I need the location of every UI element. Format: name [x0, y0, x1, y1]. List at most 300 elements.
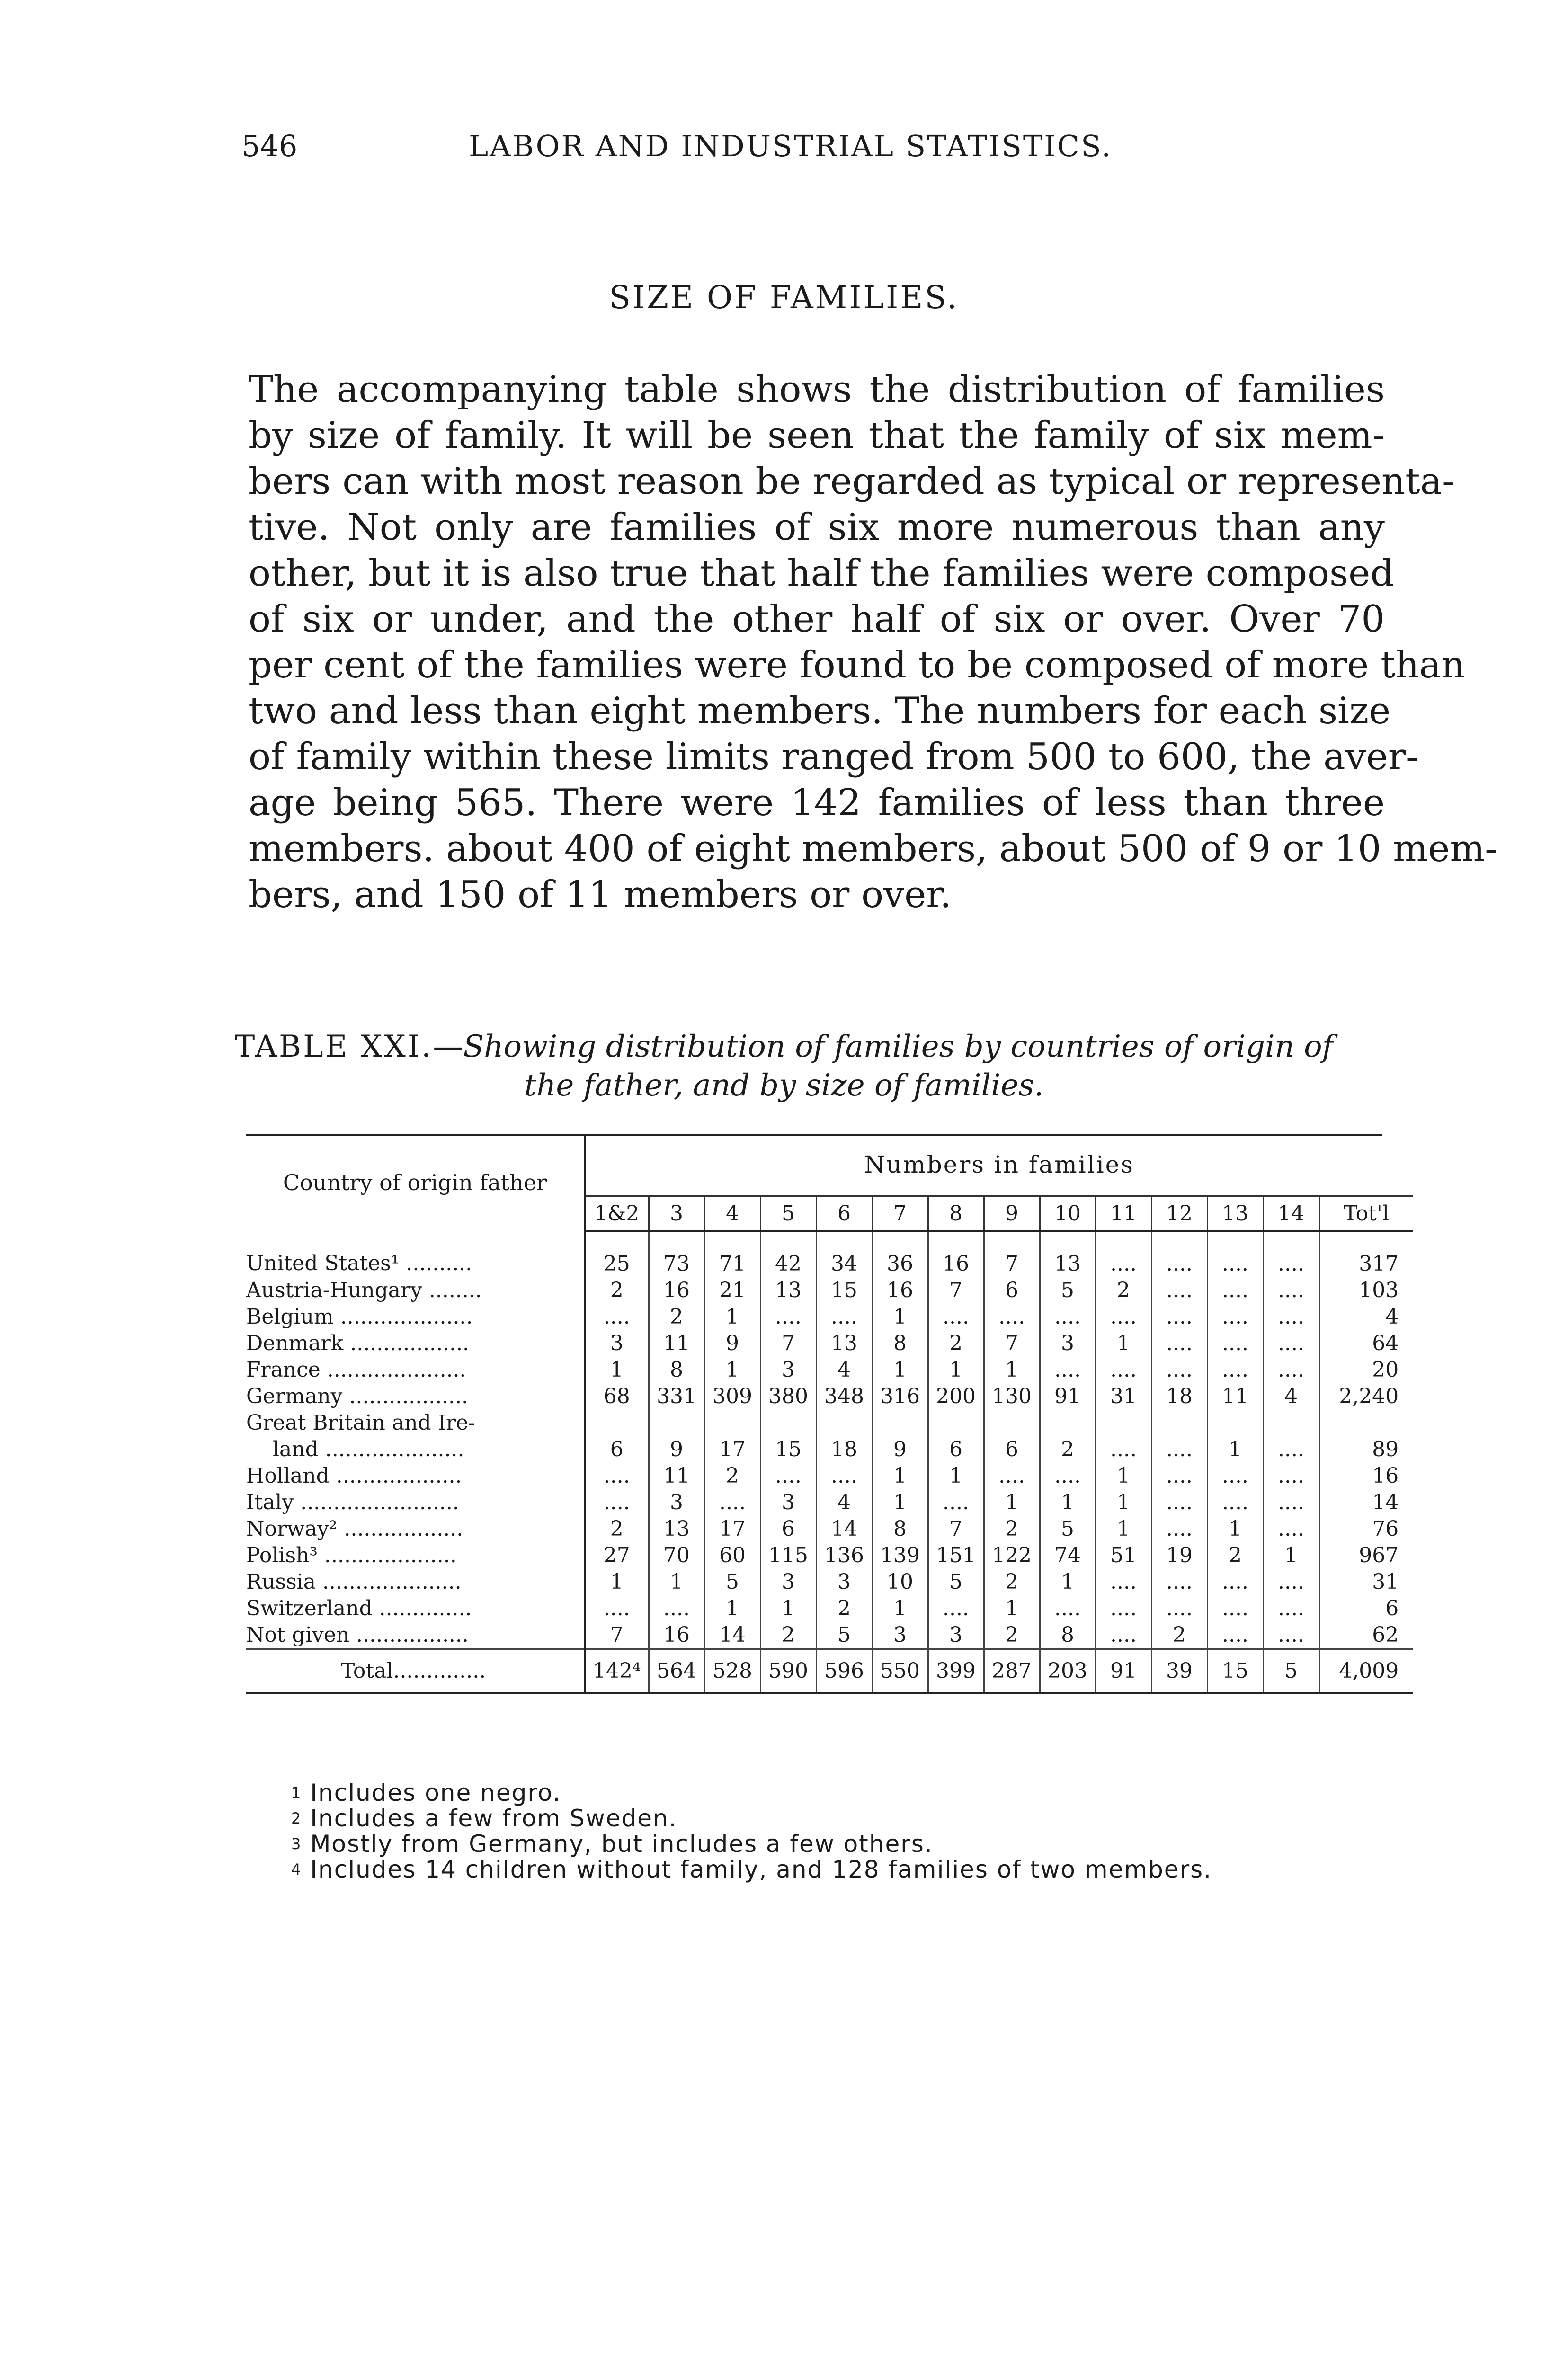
value-cell: 596 [816, 1649, 872, 1694]
table-row [246, 1622, 1413, 1649]
value-cell: 19 [1151, 1542, 1207, 1569]
value-cell [1040, 1410, 1096, 1436]
value-cell: .... [1263, 1436, 1319, 1463]
value-cell: .... [1040, 1463, 1096, 1489]
value-cell: 70 [649, 1542, 704, 1569]
value-cell: 18 [1151, 1383, 1207, 1410]
value-cell: 15 [1207, 1649, 1263, 1694]
value-cell: .... [585, 1489, 649, 1516]
value-cell: .... [1263, 1357, 1319, 1383]
value-cell: 115 [760, 1542, 816, 1569]
value-cell [816, 1410, 872, 1436]
row-total-cell: 20 [1319, 1357, 1413, 1383]
paragraph-line: members. about 400 of eight members, about 500 of 9 or 10 mem- [249, 828, 1497, 870]
row-total-cell: 6 [1319, 1595, 1413, 1622]
value-cell: 1 [872, 1489, 928, 1516]
value-cell: 17 [704, 1516, 760, 1542]
paragraph-line: bers, and 150 of 11 members or over. [249, 873, 952, 916]
value-cell: 34 [816, 1231, 872, 1277]
column-header: 11 [1096, 1196, 1151, 1231]
value-cell: 2 [928, 1330, 984, 1357]
value-cell: 2 [984, 1622, 1040, 1649]
value-cell: 51 [1096, 1542, 1151, 1569]
caption-line-1: TABLE XXI.—Showing distribution of families by countries of origin of [234, 1029, 1334, 1064]
value-cell: 1 [1263, 1542, 1319, 1569]
value-cell: 15 [760, 1436, 816, 1463]
footnote: $^3$ Mostly from Germany, but includes a few others. [291, 1830, 933, 1858]
row-total-cell: 2,240 [1319, 1383, 1413, 1410]
row-total-cell: 967 [1319, 1542, 1413, 1569]
column-header: 5 [760, 1196, 816, 1231]
value-cell: 3 [816, 1569, 872, 1595]
value-cell [1263, 1410, 1319, 1436]
family-size-table [246, 1134, 1413, 1694]
value-cell: 7 [928, 1516, 984, 1542]
value-cell: .... [1096, 1304, 1151, 1330]
value-cell: 7 [760, 1330, 816, 1357]
value-cell [585, 1410, 649, 1436]
country-cell: Switzerland .............. [246, 1595, 585, 1622]
value-cell [704, 1410, 760, 1436]
paragraph-line: of family within these limits ranged from 500 to 600, the aver- [249, 736, 1418, 778]
table-caption [0, 1027, 1568, 1105]
paragraph-line: tive. Not only are families of six more numerous than any [249, 506, 1385, 549]
table-row [246, 1516, 1413, 1542]
value-cell: .... [928, 1595, 984, 1622]
column-header: 6 [816, 1196, 872, 1231]
paragraph-line: age being 565. There were 142 families of less than three [249, 782, 1385, 824]
value-cell: 309 [704, 1383, 760, 1410]
value-cell: 1 [704, 1357, 760, 1383]
value-cell: 6 [984, 1277, 1040, 1304]
table-row [246, 1463, 1413, 1489]
value-cell [1096, 1410, 1151, 1436]
country-cell: land ..................... [246, 1436, 585, 1463]
value-cell: 5 [1040, 1516, 1096, 1542]
value-cell: 380 [760, 1383, 816, 1410]
country-cell: Total.............. [246, 1649, 585, 1694]
value-cell: 1 [649, 1569, 704, 1595]
footnotes [291, 1780, 1212, 1882]
value-cell: 3 [585, 1330, 649, 1357]
value-cell: 4 [1263, 1383, 1319, 1410]
value-cell: 1 [1040, 1489, 1096, 1516]
table-row [246, 1410, 1413, 1436]
value-cell [928, 1410, 984, 1436]
value-cell: 1 [872, 1304, 928, 1330]
column-header: 10 [1040, 1196, 1096, 1231]
value-cell: .... [1096, 1357, 1151, 1383]
value-cell: 3 [760, 1569, 816, 1595]
value-cell: 5 [1040, 1277, 1096, 1304]
caption-text-2: the father, and by size of families. [524, 1068, 1044, 1103]
value-cell: 5 [1263, 1649, 1319, 1694]
row-total-cell: 31 [1319, 1569, 1413, 1595]
caption-line-2 [0, 1066, 1568, 1105]
value-cell: 1 [704, 1595, 760, 1622]
value-cell: .... [1263, 1516, 1319, 1542]
value-cell: .... [1096, 1231, 1151, 1277]
value-cell: 7 [585, 1622, 649, 1649]
value-cell: 2 [1040, 1436, 1096, 1463]
table-row [246, 1231, 1413, 1277]
value-cell: .... [1151, 1436, 1207, 1463]
value-cell: .... [585, 1595, 649, 1622]
footnote: $^2$ Includes a few from Sweden. [291, 1805, 677, 1832]
value-cell: 1 [1096, 1330, 1151, 1357]
value-cell: .... [704, 1489, 760, 1516]
value-cell: 2 [816, 1595, 872, 1622]
value-cell: .... [760, 1304, 816, 1330]
value-cell: .... [1207, 1231, 1263, 1277]
value-cell: .... [1151, 1489, 1207, 1516]
value-cell: 139 [872, 1542, 928, 1569]
total-row [246, 1649, 1413, 1694]
value-cell: 1 [1096, 1463, 1151, 1489]
row-total-cell: 64 [1319, 1330, 1413, 1357]
row-total-cell: 103 [1319, 1277, 1413, 1304]
value-cell: 5 [704, 1569, 760, 1595]
value-cell: .... [816, 1304, 872, 1330]
value-cell: 3 [760, 1357, 816, 1383]
value-cell: 8 [872, 1330, 928, 1357]
value-cell: 2 [585, 1516, 649, 1542]
value-cell: 7 [984, 1330, 1040, 1357]
value-cell: .... [1151, 1516, 1207, 1542]
value-cell: 142⁴ [585, 1649, 649, 1694]
value-cell: .... [1263, 1463, 1319, 1489]
value-cell: .... [1207, 1622, 1263, 1649]
value-cell: 1 [1207, 1516, 1263, 1542]
value-cell: 39 [1151, 1649, 1207, 1694]
table-row [246, 1569, 1413, 1595]
column-header: 14 [1263, 1196, 1319, 1231]
value-cell [872, 1410, 928, 1436]
value-cell: 68 [585, 1383, 649, 1410]
value-cell [1207, 1410, 1263, 1436]
value-cell: 18 [816, 1436, 872, 1463]
page-number: 546 [241, 129, 298, 163]
paragraph-line: by size of family. It will be seen that the family of six mem- [249, 414, 1385, 457]
value-cell: 73 [649, 1231, 704, 1277]
value-cell: 14 [704, 1622, 760, 1649]
value-cell: 1 [760, 1595, 816, 1622]
value-cell: .... [585, 1304, 649, 1330]
country-column-header: Country of origin father [246, 1134, 585, 1231]
paragraph-line: The accompanying table shows the distribution of families [249, 368, 1385, 411]
row-total-cell: 76 [1319, 1516, 1413, 1542]
value-cell: 1 [928, 1463, 984, 1489]
numbers-in-families-header: Numbers in families [864, 1151, 1134, 1178]
value-cell: 2 [704, 1463, 760, 1489]
value-cell: 6 [760, 1516, 816, 1542]
value-cell: .... [760, 1463, 816, 1489]
row-total-cell: 317 [1319, 1231, 1413, 1277]
footnote: $^4$ Includes 14 children without family, and 128 families of two members. [291, 1856, 1212, 1883]
column-header: 3 [649, 1196, 704, 1231]
value-cell: 60 [704, 1542, 760, 1569]
value-cell: 14 [816, 1516, 872, 1542]
value-cell: 11 [649, 1330, 704, 1357]
value-cell: 151 [928, 1542, 984, 1569]
paragraph-line: other, but it is also true that half the families were composed [249, 552, 1394, 595]
value-cell: 11 [1207, 1383, 1263, 1410]
value-cell: 2 [984, 1569, 1040, 1595]
value-cell: .... [1263, 1277, 1319, 1304]
value-cell: .... [1151, 1277, 1207, 1304]
value-cell: .... [1151, 1357, 1207, 1383]
value-cell: 2 [1207, 1542, 1263, 1569]
value-cell: 13 [816, 1330, 872, 1357]
value-cell: .... [1151, 1231, 1207, 1277]
paragraph-line: per cent of the families were found to be composed of more than [249, 644, 1465, 686]
value-cell: 3 [1040, 1330, 1096, 1357]
value-cell: 21 [704, 1277, 760, 1304]
row-total-cell: 16 [1319, 1463, 1413, 1489]
caption-text-1: Showing distribution of families by countries of origin of [463, 1029, 1334, 1064]
column-header: 4 [704, 1196, 760, 1231]
column-header: 1&2 [585, 1196, 649, 1231]
row-total-cell: 89 [1319, 1436, 1413, 1463]
value-cell: 4 [816, 1489, 872, 1516]
table-label: TABLE XXI. [234, 1029, 433, 1064]
value-cell: 16 [649, 1277, 704, 1304]
value-cell: .... [1263, 1622, 1319, 1649]
column-header: Tot'l [1319, 1196, 1413, 1231]
value-cell: .... [1096, 1622, 1151, 1649]
value-cell: 1 [872, 1463, 928, 1489]
value-cell: 200 [928, 1383, 984, 1410]
value-cell: 27 [585, 1542, 649, 1569]
value-cell: 1 [984, 1489, 1040, 1516]
value-cell: 6 [928, 1436, 984, 1463]
country-cell: Germany .................. [246, 1383, 585, 1410]
value-cell: 2 [1151, 1622, 1207, 1649]
value-cell: 3 [760, 1489, 816, 1516]
value-cell: 316 [872, 1383, 928, 1410]
table-row [246, 1277, 1413, 1304]
value-cell: .... [928, 1489, 984, 1516]
value-cell: .... [1207, 1304, 1263, 1330]
value-cell: 3 [649, 1489, 704, 1516]
value-cell: 16 [872, 1277, 928, 1304]
value-cell: 6 [984, 1436, 1040, 1463]
value-cell: .... [928, 1304, 984, 1330]
value-cell: 1 [704, 1304, 760, 1330]
country-cell: Belgium .................... [246, 1304, 585, 1330]
paragraph-line: of six or under, and the other half of six or over. Over 70 [249, 598, 1385, 641]
value-cell: 1 [872, 1357, 928, 1383]
value-cell: .... [1263, 1489, 1319, 1516]
value-cell [1151, 1410, 1207, 1436]
table-row [246, 1357, 1413, 1383]
value-cell: 1 [585, 1569, 649, 1595]
value-cell: 8 [1040, 1622, 1096, 1649]
value-cell [760, 1410, 816, 1436]
row-total-cell: 62 [1319, 1622, 1413, 1649]
value-cell: 42 [760, 1231, 816, 1277]
value-cell: 590 [760, 1649, 816, 1694]
value-cell: 74 [1040, 1542, 1096, 1569]
value-cell: 1 [928, 1357, 984, 1383]
value-cell: 8 [649, 1357, 704, 1383]
value-cell: 1 [984, 1595, 1040, 1622]
row-total-cell [1319, 1410, 1413, 1436]
table-row [246, 1330, 1413, 1357]
value-cell: .... [1040, 1595, 1096, 1622]
value-cell: 2 [760, 1622, 816, 1649]
value-cell: .... [1207, 1489, 1263, 1516]
value-cell: 36 [872, 1231, 928, 1277]
value-cell: 16 [928, 1231, 984, 1277]
value-cell: .... [1151, 1595, 1207, 1622]
value-cell: .... [1096, 1436, 1151, 1463]
country-cell: Russia ..................... [246, 1569, 585, 1595]
value-cell: 1 [1096, 1516, 1151, 1542]
value-cell: 1 [984, 1357, 1040, 1383]
value-cell: 2 [984, 1516, 1040, 1542]
value-cell: 399 [928, 1649, 984, 1694]
value-cell: .... [1151, 1304, 1207, 1330]
value-cell [984, 1410, 1040, 1436]
column-header: 9 [984, 1196, 1040, 1231]
value-cell: 6 [585, 1436, 649, 1463]
country-cell: Italy ........................ [246, 1489, 585, 1516]
value-cell: .... [1263, 1569, 1319, 1595]
value-cell: .... [1207, 1357, 1263, 1383]
value-cell: .... [1263, 1231, 1319, 1277]
value-cell: .... [1096, 1569, 1151, 1595]
section-title: SIZE OF FAMILIES. [609, 279, 959, 316]
value-cell: 9 [704, 1330, 760, 1357]
value-cell: 16 [649, 1622, 704, 1649]
country-cell: Polish³ .................... [246, 1542, 585, 1569]
value-cell: 1 [1040, 1569, 1096, 1595]
value-cell: 13 [1040, 1231, 1096, 1277]
value-cell: 5 [816, 1622, 872, 1649]
value-cell: .... [984, 1304, 1040, 1330]
value-cell: 15 [816, 1277, 872, 1304]
value-cell: .... [1263, 1304, 1319, 1330]
value-cell: 10 [872, 1569, 928, 1595]
country-cell: France ..................... [246, 1357, 585, 1383]
value-cell: 7 [928, 1277, 984, 1304]
value-cell: .... [1040, 1357, 1096, 1383]
value-cell: .... [1207, 1595, 1263, 1622]
country-cell: United States¹ .......... [246, 1231, 585, 1277]
value-cell: 564 [649, 1649, 704, 1694]
column-header: 13 [1207, 1196, 1263, 1231]
running-title: LABOR AND INDUSTRIAL STATISTICS. [469, 129, 1113, 163]
value-cell: 2 [649, 1304, 704, 1330]
country-cell: Holland ................... [246, 1463, 585, 1489]
value-cell: 31 [1096, 1383, 1151, 1410]
value-cell: 7 [984, 1231, 1040, 1277]
row-total-cell: 4,009 [1319, 1649, 1413, 1694]
footnote: $^1$ Includes one negro. [291, 1779, 561, 1806]
country-cell: Denmark .................. [246, 1330, 585, 1357]
value-cell: 348 [816, 1383, 872, 1410]
value-cell: 91 [1040, 1383, 1096, 1410]
value-cell: 287 [984, 1649, 1040, 1694]
table-row [246, 1304, 1413, 1330]
value-cell: 528 [704, 1649, 760, 1694]
value-cell: 71 [704, 1231, 760, 1277]
value-cell: .... [816, 1463, 872, 1489]
value-cell: 91 [1096, 1649, 1151, 1694]
value-cell: .... [1151, 1330, 1207, 1357]
value-cell: 331 [649, 1383, 704, 1410]
value-cell: .... [984, 1463, 1040, 1489]
value-cell: 13 [649, 1516, 704, 1542]
value-cell: 2 [585, 1277, 649, 1304]
value-cell: .... [1207, 1277, 1263, 1304]
value-cell: 1 [1096, 1489, 1151, 1516]
country-cell: Austria-Hungary ........ [246, 1277, 585, 1304]
value-cell: 25 [585, 1231, 649, 1277]
value-cell: 550 [872, 1649, 928, 1694]
value-cell: 122 [984, 1542, 1040, 1569]
value-cell [649, 1410, 704, 1436]
value-cell: .... [1096, 1595, 1151, 1622]
body-paragraph [249, 367, 1497, 918]
column-header: 7 [872, 1196, 928, 1231]
value-cell: 3 [872, 1622, 928, 1649]
value-cell: .... [1040, 1304, 1096, 1330]
value-cell: .... [1263, 1330, 1319, 1357]
value-cell: .... [1207, 1330, 1263, 1357]
value-cell: .... [649, 1595, 704, 1622]
value-cell: .... [1151, 1569, 1207, 1595]
table-row [246, 1489, 1413, 1516]
row-total-cell: 14 [1319, 1489, 1413, 1516]
value-cell: .... [1151, 1463, 1207, 1489]
country-cell: Great Britain and Ire- [246, 1410, 585, 1436]
value-cell: 136 [816, 1542, 872, 1569]
column-header: 8 [928, 1196, 984, 1231]
value-cell: .... [1263, 1595, 1319, 1622]
value-cell: 2 [1096, 1277, 1151, 1304]
value-cell: 130 [984, 1383, 1040, 1410]
value-cell: .... [1207, 1463, 1263, 1489]
country-cell: Norway² .................. [246, 1516, 585, 1542]
table-row [246, 1436, 1413, 1463]
value-cell: 1 [872, 1595, 928, 1622]
value-cell: 3 [928, 1622, 984, 1649]
value-cell: 8 [872, 1516, 928, 1542]
row-total-cell: 4 [1319, 1304, 1413, 1330]
value-cell: 203 [1040, 1649, 1096, 1694]
value-cell: 11 [649, 1463, 704, 1489]
table-row [246, 1383, 1413, 1410]
value-cell: 9 [649, 1436, 704, 1463]
value-cell: 1 [585, 1357, 649, 1383]
value-cell: .... [585, 1463, 649, 1489]
value-cell: 9 [872, 1436, 928, 1463]
country-cell: Not given ................. [246, 1622, 585, 1649]
table-row [246, 1542, 1413, 1569]
value-cell: .... [1207, 1569, 1263, 1595]
value-cell: 4 [816, 1357, 872, 1383]
column-header: 12 [1151, 1196, 1207, 1231]
paragraph-line: two and less than eight members. The numbers for each size [249, 690, 1391, 732]
value-cell: 5 [928, 1569, 984, 1595]
value-cell: 1 [1207, 1436, 1263, 1463]
value-cell: 13 [760, 1277, 816, 1304]
value-cell: 17 [704, 1436, 760, 1463]
paragraph-line: bers can with most reason be regarded as typical or representa- [249, 460, 1455, 503]
table-row [246, 1595, 1413, 1622]
